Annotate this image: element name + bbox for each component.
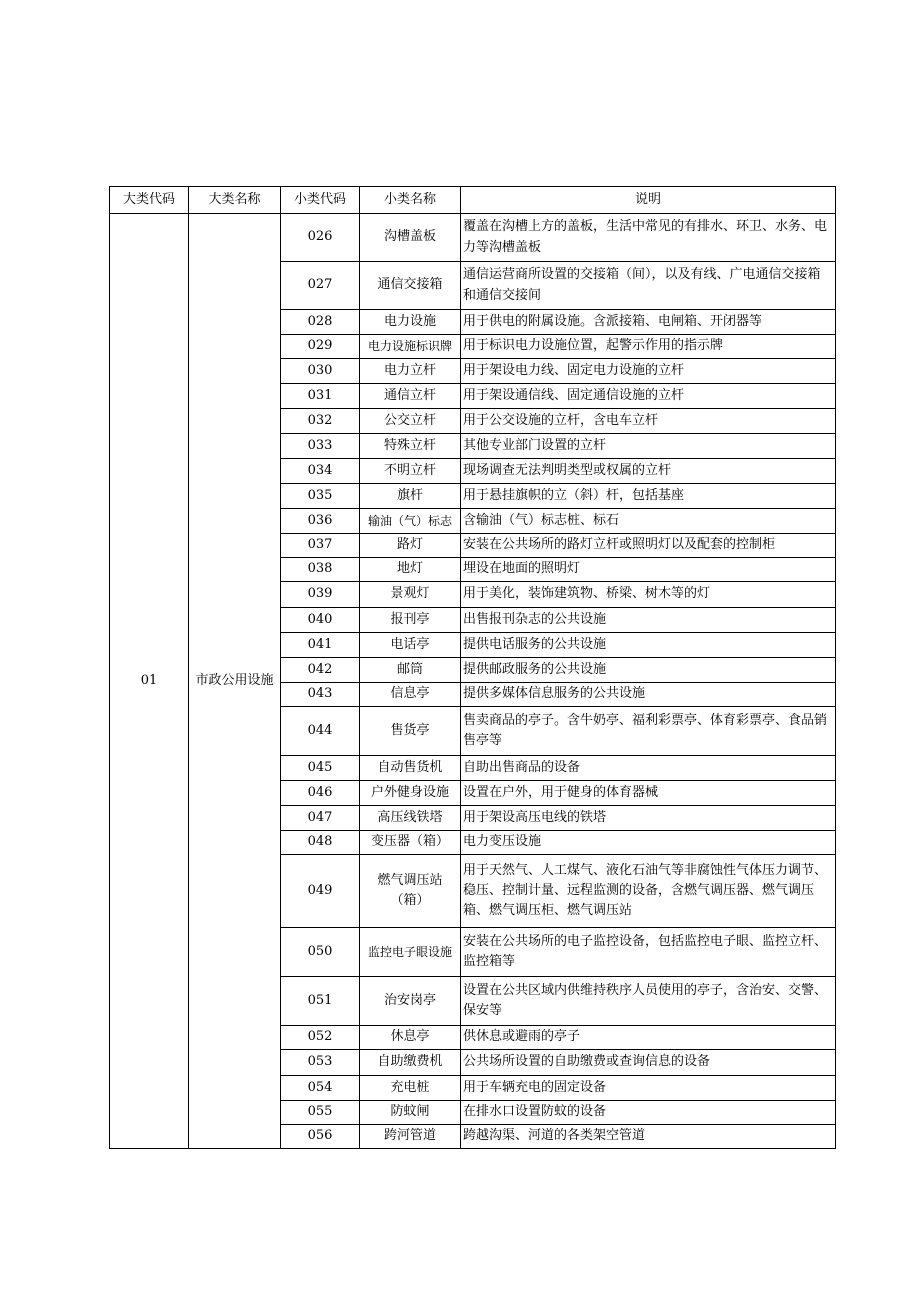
minor-code-cell: 031 (281, 384, 360, 409)
minor-name-cell: 电力设施 (360, 310, 461, 335)
minor-name-cell: 跨河管道 (360, 1125, 461, 1149)
minor-code-cell: 051 (281, 977, 360, 1026)
description-cell: 埋设在地面的照明灯 (461, 558, 836, 582)
minor-name-cell: 电力立杆 (360, 359, 461, 384)
minor-code-cell: 045 (281, 756, 360, 781)
minor-name-cell: 高压线铁塔 (360, 806, 461, 831)
minor-name-cell: 自动售货机 (360, 756, 461, 781)
description-cell: 现场调查无法判明类型或权属的立杆 (461, 459, 836, 484)
minor-code-cell: 041 (281, 633, 360, 658)
minor-code-cell: 027 (281, 262, 360, 310)
minor-name-cell: 输油（气）标志 (360, 509, 461, 534)
major-name-cell: 市政公用设施 (189, 214, 281, 1149)
minor-name-cell: 公交立杆 (360, 409, 461, 434)
minor-code-cell: 033 (281, 434, 360, 459)
minor-name-cell: 邮筒 (360, 658, 461, 683)
minor-code-cell: 030 (281, 359, 360, 384)
minor-name-cell: 变压器（箱） (360, 831, 461, 855)
description-cell: 自助出售商品的设备 (461, 756, 836, 781)
minor-name-cell: 充电桩 (360, 1076, 461, 1101)
description-cell: 供休息或避雨的亭子 (461, 1026, 836, 1050)
description-cell: 售卖商品的亭子。含牛奶亭、福利彩票亭、体育彩票亭、食品销售亭等 (461, 707, 836, 756)
description-cell: 通信运营商所设置的交接箱（间），以及有线、广电通信交接箱和通信交接间 (461, 262, 836, 310)
minor-code-cell: 053 (281, 1050, 360, 1076)
header-description: 说明 (461, 187, 836, 214)
minor-name-cell: 景观灯 (360, 582, 461, 608)
header-minor-code: 小类代码 (281, 187, 360, 214)
description-cell: 提供多媒体信息服务的公共设施 (461, 683, 836, 707)
minor-code-cell: 046 (281, 781, 360, 806)
description-cell: 用于天然气、人工煤气、液化石油气等非腐蚀性气体压力调节、稳压、控制计量、远程监测的设备，含燃气调压器、燃气调压箱、燃气调压柜、燃气调压站 (461, 855, 836, 928)
minor-code-cell: 044 (281, 707, 360, 756)
minor-code-cell: 052 (281, 1026, 360, 1050)
minor-code-cell: 054 (281, 1076, 360, 1101)
description-cell: 出售报刊杂志的公共设施 (461, 608, 836, 633)
minor-name-cell: 报刊亭 (360, 608, 461, 633)
description-cell: 安装在公共场所的路灯立杆或照明灯以及配套的控制柜 (461, 534, 836, 558)
minor-code-cell: 042 (281, 658, 360, 683)
description-cell: 用于悬挂旗帜的立（斜）杆，包括基座 (461, 484, 836, 509)
description-cell: 用于架设高压电线的铁塔 (461, 806, 836, 831)
description-cell: 在排水口设置防蚊的设备 (461, 1101, 836, 1125)
header-major-name: 大类名称 (189, 187, 281, 214)
description-cell: 安装在公共场所的电子监控设备，包括监控电子眼、监控立杆、监控箱等 (461, 928, 836, 977)
description-cell: 用于架设电力线、固定电力设施的立杆 (461, 359, 836, 384)
minor-name-cell: 售货亭 (360, 707, 461, 756)
minor-code-cell: 029 (281, 335, 360, 359)
minor-code-cell: 032 (281, 409, 360, 434)
table-row (110, 214, 836, 262)
minor-name-cell: 电话亭 (360, 633, 461, 658)
minor-code-cell: 055 (281, 1101, 360, 1125)
minor-name-cell: 自助缴费机 (360, 1050, 461, 1076)
description-cell: 用于公交设施的立杆，含电车立杆 (461, 409, 836, 434)
description-cell: 覆盖在沟槽上方的盖板，生活中常见的有排水、环卫、水务、电力等沟槽盖板 (461, 214, 836, 262)
description-cell: 公共场所设置的自助缴费或查询信息的设备 (461, 1050, 836, 1076)
minor-code-cell: 040 (281, 608, 360, 633)
minor-name-cell: 燃气调压站（箱） (360, 855, 461, 928)
description-cell: 提供邮政服务的公共设施 (461, 658, 836, 683)
minor-name-cell: 监控电子眼设施 (360, 928, 461, 977)
description-cell: 用于标识电力设施位置，起警示作用的指示牌 (461, 335, 836, 359)
description-cell: 用于美化，装饰建筑物、桥梁、树木等的灯 (461, 582, 836, 608)
minor-code-cell: 048 (281, 831, 360, 855)
minor-code-cell: 035 (281, 484, 360, 509)
minor-name-cell: 电力设施标识牌 (360, 335, 461, 359)
minor-code-cell: 056 (281, 1125, 360, 1149)
header-minor-name: 小类名称 (360, 187, 461, 214)
major-code-cell: 01 (110, 214, 189, 1149)
minor-name-cell: 休息亭 (360, 1026, 461, 1050)
minor-code-cell: 043 (281, 683, 360, 707)
minor-code-cell: 047 (281, 806, 360, 831)
minor-name-cell: 户外健身设施 (360, 781, 461, 806)
minor-name-cell: 不明立杆 (360, 459, 461, 484)
minor-name-cell: 地灯 (360, 558, 461, 582)
description-cell: 用于架设通信线、固定通信设施的立杆 (461, 384, 836, 409)
minor-code-cell: 050 (281, 928, 360, 977)
header-row (110, 187, 836, 214)
description-cell: 用于供电的附属设施。含派接箱、电闸箱、开闭器等 (461, 310, 836, 335)
minor-code-cell: 049 (281, 855, 360, 928)
description-cell: 提供电话服务的公共设施 (461, 633, 836, 658)
minor-name-cell: 信息亭 (360, 683, 461, 707)
facility-code-table (109, 186, 836, 1149)
minor-code-cell: 038 (281, 558, 360, 582)
minor-name-cell: 防蚊闸 (360, 1101, 461, 1125)
description-cell: 其他专业部门设置的立杆 (461, 434, 836, 459)
minor-code-cell: 028 (281, 310, 360, 335)
minor-code-cell: 039 (281, 582, 360, 608)
minor-name-cell: 沟槽盖板 (360, 214, 461, 262)
description-cell: 设置在公共区域内供维持秩序人员使用的亭子，含治安、交警、保安等 (461, 977, 836, 1026)
minor-name-cell: 通信立杆 (360, 384, 461, 409)
minor-code-cell: 037 (281, 534, 360, 558)
description-cell: 用于车辆充电的固定设备 (461, 1076, 836, 1101)
minor-name-cell: 治安岗亭 (360, 977, 461, 1026)
minor-code-cell: 034 (281, 459, 360, 484)
description-cell: 电力变压设施 (461, 831, 836, 855)
minor-name-cell: 旗杆 (360, 484, 461, 509)
description-cell: 含输油（气）标志桩、标石 (461, 509, 836, 534)
minor-code-cell: 026 (281, 214, 360, 262)
description-cell: 跨越沟渠、河道的各类架空管道 (461, 1125, 836, 1149)
minor-name-cell: 特殊立杆 (360, 434, 461, 459)
description-cell: 设置在户外，用于健身的体育器械 (461, 781, 836, 806)
header-major-code: 大类代码 (110, 187, 189, 214)
minor-name-cell: 通信交接箱 (360, 262, 461, 310)
minor-name-cell: 路灯 (360, 534, 461, 558)
minor-code-cell: 036 (281, 509, 360, 534)
